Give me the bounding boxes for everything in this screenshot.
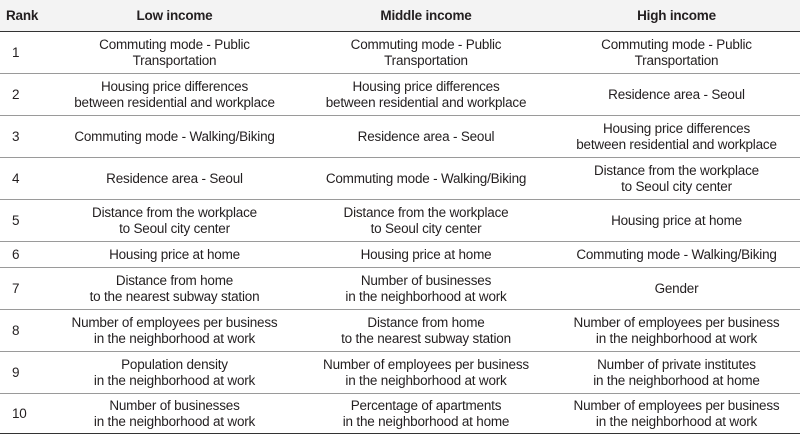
middle-income-cell: Distance from the workplace to Seoul city center (299, 200, 553, 242)
high-income-cell: Distance from the workplace to Seoul city center (553, 158, 800, 200)
middle-income-cell: Distance from home to the nearest subway station (299, 310, 553, 352)
rank-cell: 3 (0, 116, 50, 158)
table-row (0, 116, 800, 158)
header-low-income: Low income (50, 0, 299, 32)
middle-income-cell: Housing price differences between residential and workplace (299, 74, 553, 116)
high-income-cell: Number of employees per business in the neighborhood at work (553, 310, 800, 352)
high-income-cell: Commuting mode - Public Transportation (553, 32, 800, 74)
header-row (0, 0, 800, 32)
high-income-cell: Housing price at home (553, 200, 800, 242)
table-row (0, 158, 800, 200)
low-income-cell: Housing price at home (50, 242, 299, 268)
table-row (0, 268, 800, 310)
rank-cell: 9 (0, 352, 50, 394)
rank-cell: 1 (0, 32, 50, 74)
low-income-cell: Number of employees per business in the neighborhood at work (50, 310, 299, 352)
table-row (0, 32, 800, 74)
middle-income-cell: Commuting mode - Walking/Biking (299, 158, 553, 200)
middle-income-cell: Residence area - Seoul (299, 116, 553, 158)
low-income-cell: Distance from the workplace to Seoul city center (50, 200, 299, 242)
low-income-cell: Residence area - Seoul (50, 158, 299, 200)
low-income-cell: Distance from home to the nearest subway station (50, 268, 299, 310)
rank-cell: 5 (0, 200, 50, 242)
middle-income-cell: Number of employees per business in the neighborhood at work (299, 352, 553, 394)
header-rank: Rank (0, 0, 50, 32)
rank-cell: 10 (0, 394, 50, 434)
middle-income-cell: Housing price at home (299, 242, 553, 268)
high-income-cell: Number of employees per business in the neighborhood at work (553, 394, 800, 434)
low-income-cell: Housing price differences between residential and workplace (50, 74, 299, 116)
rank-cell: 8 (0, 310, 50, 352)
high-income-cell: Number of private institutes in the neighborhood at home (553, 352, 800, 394)
table-row (0, 200, 800, 242)
header-high-income: High income (553, 0, 800, 32)
table-row (0, 242, 800, 268)
low-income-cell: Commuting mode - Public Transportation (50, 32, 299, 74)
low-income-cell: Commuting mode - Walking/Biking (50, 116, 299, 158)
table-row (0, 74, 800, 116)
rank-cell: 4 (0, 158, 50, 200)
low-income-cell: Population density in the neighborhood at work (50, 352, 299, 394)
high-income-cell: Commuting mode - Walking/Biking (553, 242, 800, 268)
header-middle-income: Middle income (299, 0, 553, 32)
middle-income-cell: Number of businesses in the neighborhood at work (299, 268, 553, 310)
high-income-cell: Gender (553, 268, 800, 310)
rank-cell: 6 (0, 242, 50, 268)
rank-cell: 7 (0, 268, 50, 310)
low-income-cell: Number of businesses in the neighborhood at work (50, 394, 299, 434)
high-income-cell: Residence area - Seoul (553, 74, 800, 116)
high-income-cell: Housing price differences between residential and workplace (553, 116, 800, 158)
table-row (0, 394, 800, 434)
rank-cell: 2 (0, 74, 50, 116)
middle-income-cell: Commuting mode - Public Transportation (299, 32, 553, 74)
middle-income-cell: Percentage of apartments in the neighborhood at home (299, 394, 553, 434)
table-row (0, 310, 800, 352)
table-row (0, 352, 800, 394)
